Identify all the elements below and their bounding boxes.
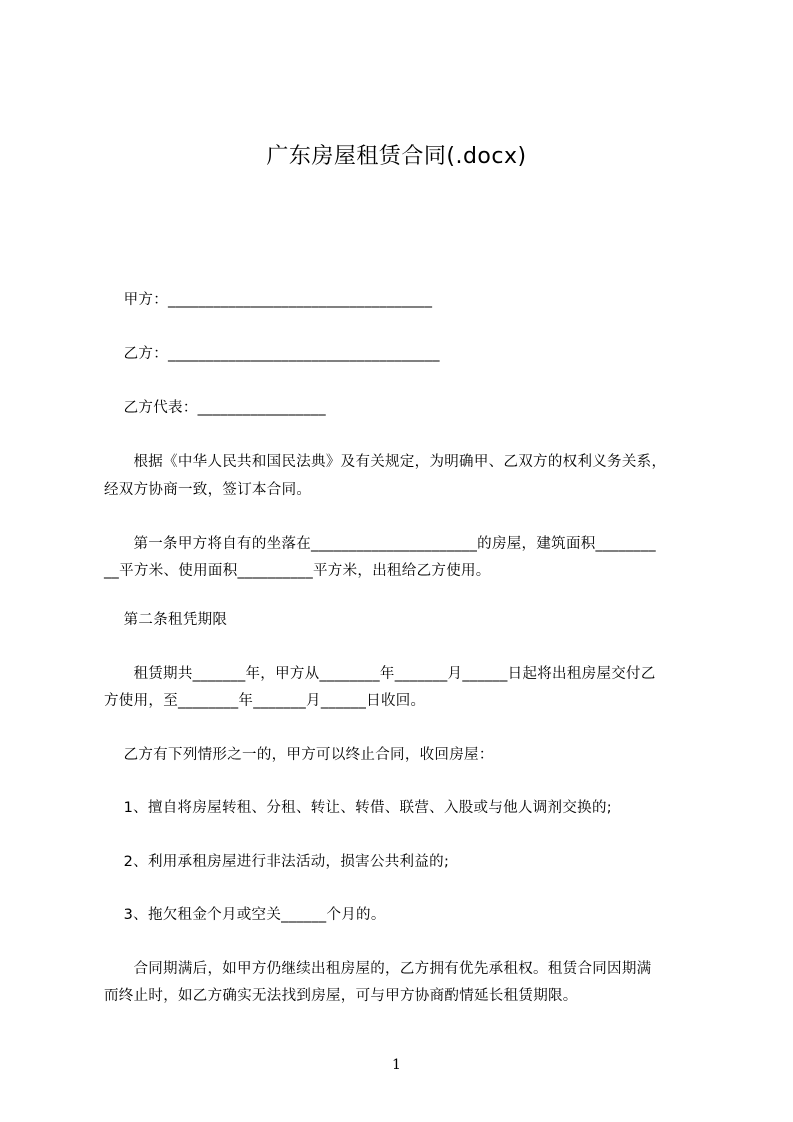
article-1-line-1: 第一条甲方将自有的坐落在______________________的房屋，建筑面积________	[104, 536, 656, 552]
document-title: 广东房屋租赁合同(.docx)	[266, 144, 527, 169]
lease-term-line-2: 方使用，至________年_______月______日收回。	[104, 693, 426, 709]
preamble-line-2: 经双方协商一致，签订本合同。	[104, 482, 312, 498]
lease-term-line-1: 租赁期共_______年，甲方从________年_______月______日起将出租房屋交付乙	[104, 666, 656, 682]
article-2-heading: 第二条租凭期限	[104, 612, 228, 628]
termination-intro: 乙方有下列情形之一的，甲方可以终止合同，收回房屋：	[104, 747, 494, 763]
renewal-line-1: 合同期满后，如甲方仍继续出租房屋的，乙方拥有优先承租权。租赁合同因期满	[104, 961, 652, 977]
page-number: 1	[392, 1057, 401, 1073]
preamble-line-1: 根据《中华人民共和国民法典》及有关规定，为明确甲、乙双方的权利义务关系，	[104, 454, 667, 470]
termination-item-2: 2、利用承租房屋进行非法活动，损害公共利益的;	[104, 854, 450, 870]
party-b-line: 乙方：____________________________________	[104, 346, 440, 362]
termination-item-1: 1、擅自将房屋转租、分租、转让、转借、联营、入股或与他人调剂交换的;	[104, 800, 612, 816]
party-b-representative-line: 乙方代表：_________________	[104, 400, 326, 416]
termination-item-3: 3、拖欠租金个月或空关______个月的。	[104, 907, 386, 923]
party-a-line: 甲方：___________________________________	[104, 292, 433, 308]
article-1-line-2: __平方米、使用面积__________平方米，出租给乙方使用。	[104, 563, 491, 579]
renewal-line-2: 而终止时，如乙方确实无法找到房屋，可与甲方协商酌情延长租赁期限。	[104, 988, 578, 1004]
